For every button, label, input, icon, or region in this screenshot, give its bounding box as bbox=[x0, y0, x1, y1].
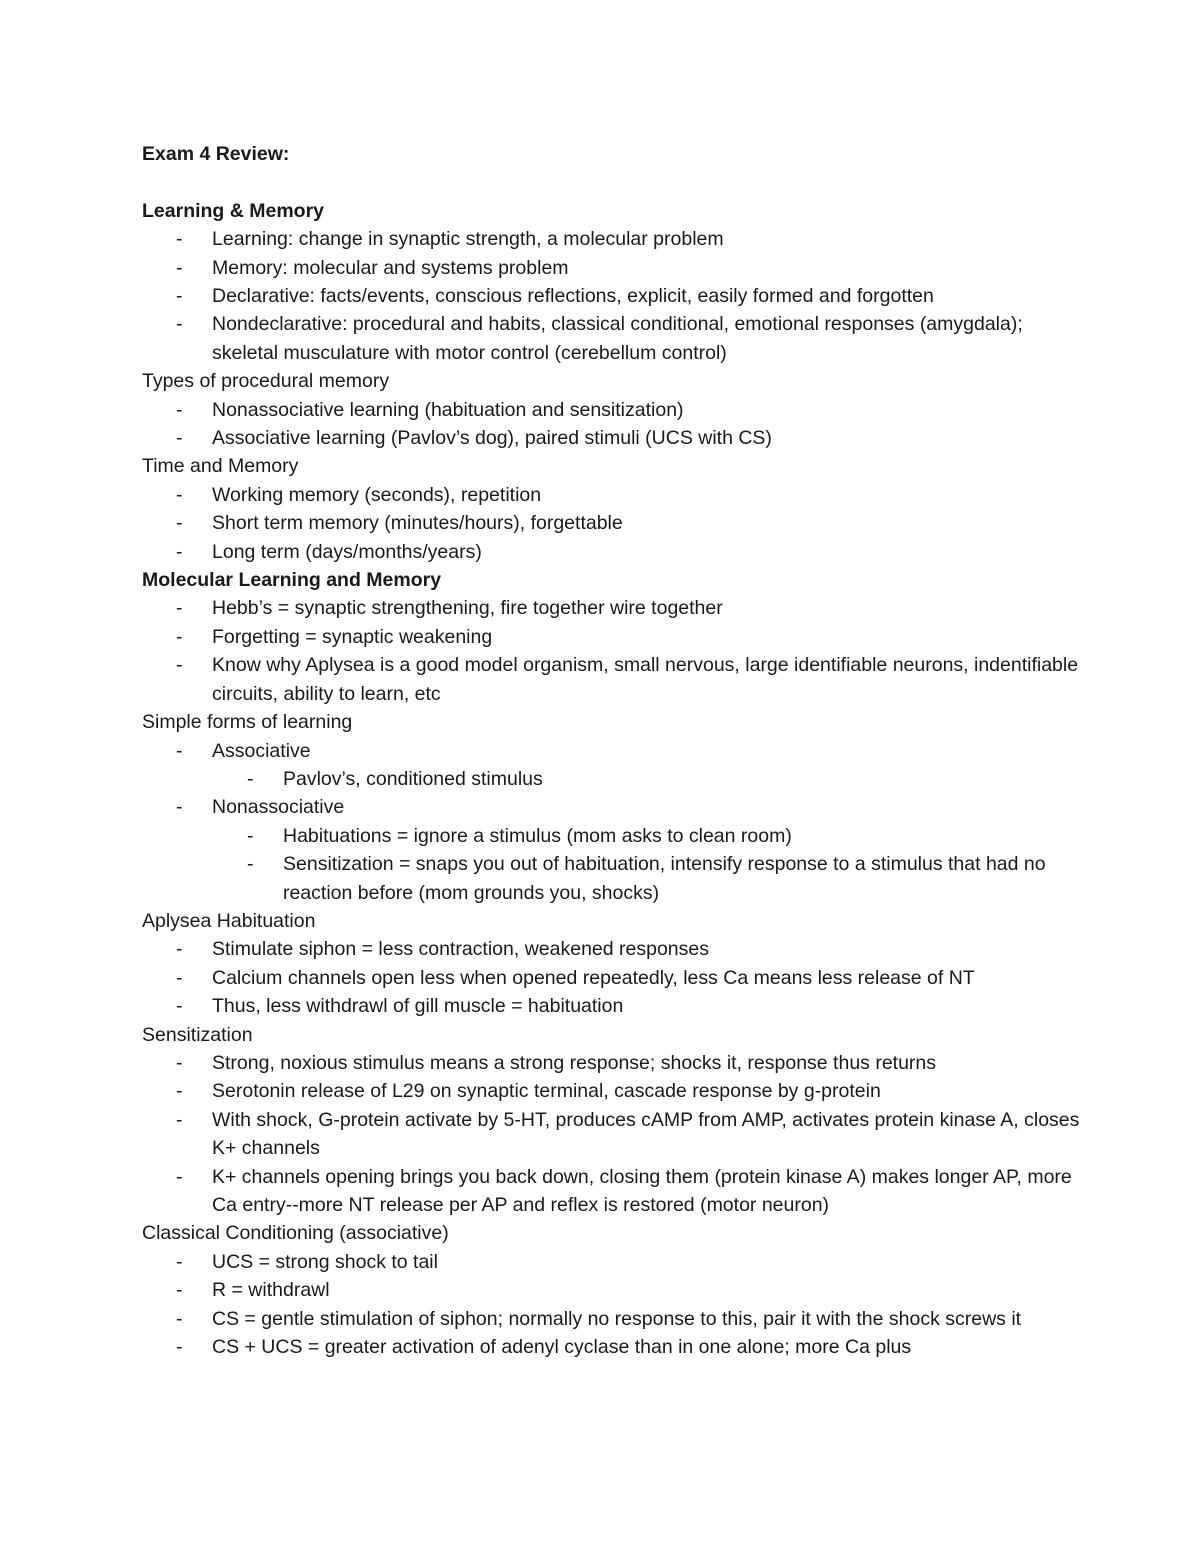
bullet-item bbox=[142, 793, 1082, 821]
bullet-item bbox=[142, 1305, 1082, 1333]
bullet-text: K+ channels opening brings you back down, closing them (protein kinase A) makes longer AP, more Ca entry--more NT release per AP and reflex is restored (motor neuron) bbox=[212, 1165, 1072, 1217]
page-title: Exam 4 Review: bbox=[142, 143, 290, 165]
bullet-dash: - bbox=[176, 512, 183, 535]
bullet-dash: - bbox=[176, 654, 183, 677]
bullet-text: With shock, G-protein activate by 5-HT, produces cAMP from AMP, activates protein kinase A, closes K+ channels bbox=[212, 1108, 1080, 1160]
bullet-dash: - bbox=[176, 1307, 183, 1330]
bullet-text: Sensitization = snaps you out of habituation, intensify response to a stimulus that had no reaction before (mom grounds you, shocks) bbox=[283, 853, 1046, 904]
section-heading: Learning & Memory bbox=[142, 199, 325, 222]
bullet-item bbox=[142, 651, 1082, 708]
bullet-text: Long term (days/months/years) bbox=[212, 540, 482, 563]
bullet-dash: - bbox=[176, 285, 183, 308]
bullet-text: Habituations = ignore a stimulus (mom asks to clean room) bbox=[283, 824, 792, 847]
section-heading: Sensitization bbox=[142, 1023, 253, 1046]
bullet-dash: - bbox=[176, 1279, 183, 1302]
bullet-dash: - bbox=[176, 228, 183, 251]
section bbox=[142, 367, 1082, 452]
section-heading: Simple forms of learning bbox=[142, 711, 353, 734]
bullet-text: Calcium channels open less when opened repeatedly, less Ca means less release of NT bbox=[212, 966, 975, 989]
section bbox=[142, 1219, 1082, 1361]
bullet-dash: - bbox=[247, 853, 254, 876]
bullet-dash: - bbox=[176, 256, 183, 279]
bullet-dash: - bbox=[176, 313, 183, 336]
bullet-dash: - bbox=[176, 966, 183, 989]
bullet-dash: - bbox=[176, 625, 183, 648]
bullet-item bbox=[142, 1333, 1082, 1361]
bullet-text: Declarative: facts/events, conscious reflections, explicit, easily formed and forgotten bbox=[212, 285, 934, 308]
bullet-dash: - bbox=[176, 1108, 183, 1131]
sections-container bbox=[142, 197, 1082, 1362]
bullet-text: Memory: molecular and systems problem bbox=[212, 256, 569, 279]
bullet-text: Nonassociative bbox=[212, 796, 345, 819]
bullet-dash: - bbox=[176, 938, 183, 961]
bullet-text: Know why Aplysea is a good model organism, small nervous, large identifiable neurons, indentifiable circuits, ability to learn, etc bbox=[212, 654, 1079, 705]
sub-bullet-item bbox=[142, 850, 1082, 907]
section bbox=[142, 452, 1082, 566]
bullet-dash: - bbox=[176, 1080, 183, 1103]
section-heading: Types of procedural memory bbox=[142, 370, 390, 393]
bullet-text: CS = gentle stimulation of siphon; normally no response to this, pair it with the shock screws it bbox=[212, 1307, 1022, 1330]
section-heading: Time and Memory bbox=[142, 455, 299, 478]
bullet-item bbox=[142, 1106, 1082, 1163]
bullet-dash: - bbox=[176, 796, 183, 819]
bullet-text: Strong, noxious stimulus means a strong response; shocks it, response thus returns bbox=[212, 1051, 937, 1074]
bullet-item bbox=[142, 1077, 1082, 1105]
bullet-dash: - bbox=[176, 739, 183, 762]
bullet-text: Short term memory (minutes/hours), forgettable bbox=[212, 512, 623, 535]
bullet-text: Working memory (seconds), repetition bbox=[212, 483, 542, 506]
bullet-item bbox=[142, 935, 1082, 963]
bullet-item bbox=[142, 1163, 1082, 1220]
bullet-dash: - bbox=[176, 1165, 183, 1188]
bullet-text: Pavlov’s, conditioned stimulus bbox=[283, 767, 543, 790]
bullet-text: UCS = strong shock to tail bbox=[212, 1250, 438, 1273]
bullet-item bbox=[142, 254, 1082, 282]
section-heading: Molecular Learning and Memory bbox=[142, 569, 442, 592]
section bbox=[142, 907, 1082, 1021]
bullet-dash: - bbox=[176, 1051, 183, 1074]
bullet-item bbox=[142, 594, 1082, 622]
bullet-item bbox=[142, 509, 1082, 537]
bullet-item bbox=[142, 992, 1082, 1020]
bullet-item bbox=[142, 424, 1082, 452]
bullet-text: Forgetting = synaptic weakening bbox=[212, 625, 493, 648]
bullet-item bbox=[142, 225, 1082, 253]
bullet-text: Stimulate siphon = less contraction, weakened responses bbox=[212, 938, 709, 961]
section bbox=[142, 1021, 1082, 1220]
bullet-item bbox=[142, 481, 1082, 509]
bullet-dash: - bbox=[247, 767, 254, 790]
bullet-item bbox=[142, 538, 1082, 566]
bullet-text: Learning: change in synaptic strength, a molecular problem bbox=[212, 228, 724, 251]
bullet-item bbox=[142, 964, 1082, 992]
bullet-text: Serotonin release of L29 on synaptic terminal, cascade response by g-protein bbox=[212, 1080, 881, 1103]
bullet-dash: - bbox=[176, 427, 183, 450]
bullet-text: Hebb’s = synaptic strengthening, fire together wire together bbox=[212, 597, 723, 620]
sub-bullet-item bbox=[142, 765, 1082, 793]
bullet-dash: - bbox=[176, 995, 183, 1018]
bullet-item bbox=[142, 282, 1082, 310]
bullet-dash: - bbox=[176, 483, 183, 506]
bullet-item bbox=[142, 623, 1082, 651]
bullet-text: Thus, less withdrawl of gill muscle = habituation bbox=[212, 995, 624, 1018]
bullet-text: Nonassociative learning (habituation and sensitization) bbox=[212, 398, 684, 421]
bullet-dash: - bbox=[176, 597, 183, 620]
document-body bbox=[142, 140, 1082, 1361]
bullet-dash: - bbox=[176, 540, 183, 563]
sub-bullet-item bbox=[142, 822, 1082, 850]
bullet-item bbox=[142, 737, 1082, 765]
bullet-item bbox=[142, 310, 1082, 367]
bullet-dash: - bbox=[176, 1250, 183, 1273]
bullet-item bbox=[142, 1276, 1082, 1304]
section bbox=[142, 197, 1082, 367]
bullet-item bbox=[142, 396, 1082, 424]
section-heading: Classical Conditioning (associative) bbox=[142, 1222, 449, 1245]
bullet-text: R = withdrawl bbox=[212, 1279, 330, 1302]
section bbox=[142, 566, 1082, 708]
bullet-dash: - bbox=[176, 1336, 183, 1359]
bullet-text: Associative bbox=[212, 739, 311, 762]
section bbox=[142, 708, 1082, 907]
bullet-item bbox=[142, 1049, 1082, 1077]
bullet-text: CS + UCS = greater activation of adenyl cyclase than in one alone; more Ca plus bbox=[212, 1336, 912, 1359]
bullet-text: Associative learning (Pavlov’s dog), paired stimuli (UCS with CS) bbox=[212, 427, 772, 450]
bullet-text: Nondeclarative: procedural and habits, classical conditional, emotional responses (amygdala); skeletal musculature with motor control (cerebellum control) bbox=[212, 313, 1023, 364]
bullet-dash: - bbox=[176, 398, 183, 421]
bullet-dash: - bbox=[247, 824, 254, 847]
section-heading: Aplysea Habituation bbox=[142, 909, 316, 932]
bullet-item bbox=[142, 1248, 1082, 1276]
